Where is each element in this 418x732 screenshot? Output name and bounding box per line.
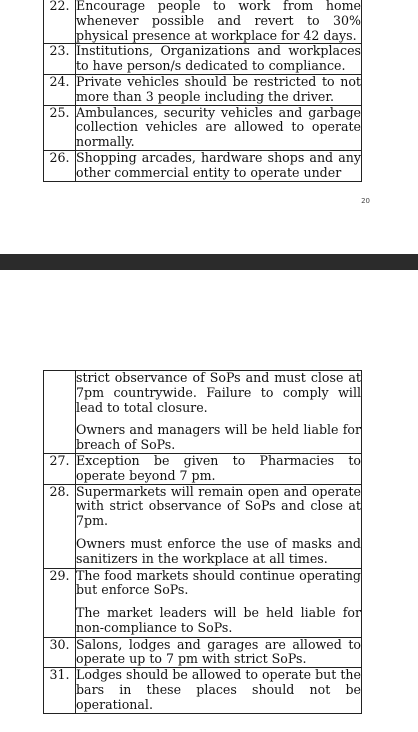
table-row [44, 668, 362, 713]
document-page-bottom [0, 270, 418, 732]
row-text [76, 74, 362, 105]
table-row [44, 44, 362, 75]
row-paragraph: Exception be given to Pharmacies to operate beyond 7 pm. [76, 453, 361, 483]
row-number: 28. [44, 484, 76, 568]
table-row [44, 484, 362, 568]
table-row [44, 105, 362, 150]
row-paragraph: strict observance of SoPs and must close at 7pm countrywide. Failure to comply will lead to total closure. [76, 370, 361, 415]
row-paragraph: Salons, lodges and garages are allowed to operate up to 7 pm with strict SoPs. [76, 637, 361, 667]
row-number: 25. [44, 105, 76, 150]
table-row [44, 74, 362, 105]
table-row [44, 453, 362, 484]
row-number [44, 371, 76, 454]
row-text [76, 371, 362, 454]
row-text [76, 0, 362, 44]
row-number: 27. [44, 453, 76, 484]
rules-table-bottom [43, 370, 362, 714]
table-row [44, 0, 362, 44]
row-number: 30. [44, 637, 76, 668]
row-paragraph: Private vehicles should be restricted to not more than 3 people including the driver. [76, 74, 361, 104]
table-row [44, 637, 362, 668]
row-paragraph: Lodges should be allowed to operate but the bars in these places should not be operational. [76, 667, 361, 712]
row-text [76, 637, 362, 668]
row-text [76, 105, 362, 150]
row-paragraph: Ambulances, security vehicles and garbage collection vehicles are allowed to operate normally. [76, 105, 361, 150]
row-text [76, 484, 362, 568]
row-number: 23. [44, 44, 76, 75]
row-text [76, 150, 362, 181]
table-row [44, 371, 362, 454]
row-paragraph: Shopping arcades, hardware shops and any other commercial entity to operate under [76, 150, 361, 180]
row-paragraph: Owners must enforce the use of masks and sanitizers in the workplace at all times. [76, 535, 361, 566]
document-page-top [0, 0, 418, 254]
row-paragraph: Institutions, Organizations and workplaces to have person/s dedicated to compliance. [76, 43, 361, 74]
row-paragraph: The food markets should continue operating but enforce SoPs. [76, 568, 361, 598]
row-number: 24. [44, 74, 76, 105]
row-paragraph: Supermarkets will remain open and operate with strict observance of SoPs and close at 7pm. [76, 484, 361, 529]
table-row [44, 150, 362, 181]
row-text [76, 668, 362, 713]
rules-table-top [43, 0, 362, 182]
row-number: 26. [44, 150, 76, 181]
page-number: 20 [361, 197, 370, 205]
row-paragraph: The market leaders will be held liable for non-compliance to SoPs. [76, 605, 361, 635]
table-row [44, 568, 362, 637]
row-text [76, 44, 362, 75]
row-paragraph: Owners and managers will be held liable for breach of SoPs. [76, 422, 361, 453]
row-text [76, 453, 362, 484]
page-divider [0, 254, 418, 270]
row-number: 29. [44, 568, 76, 637]
row-text [76, 568, 362, 637]
row-number: 31. [44, 668, 76, 713]
row-number: 22. [44, 0, 76, 44]
row-paragraph: Encourage people to work from home whenever possible and revert to 30% physical presence at workplace for 42 days. [76, 0, 361, 43]
